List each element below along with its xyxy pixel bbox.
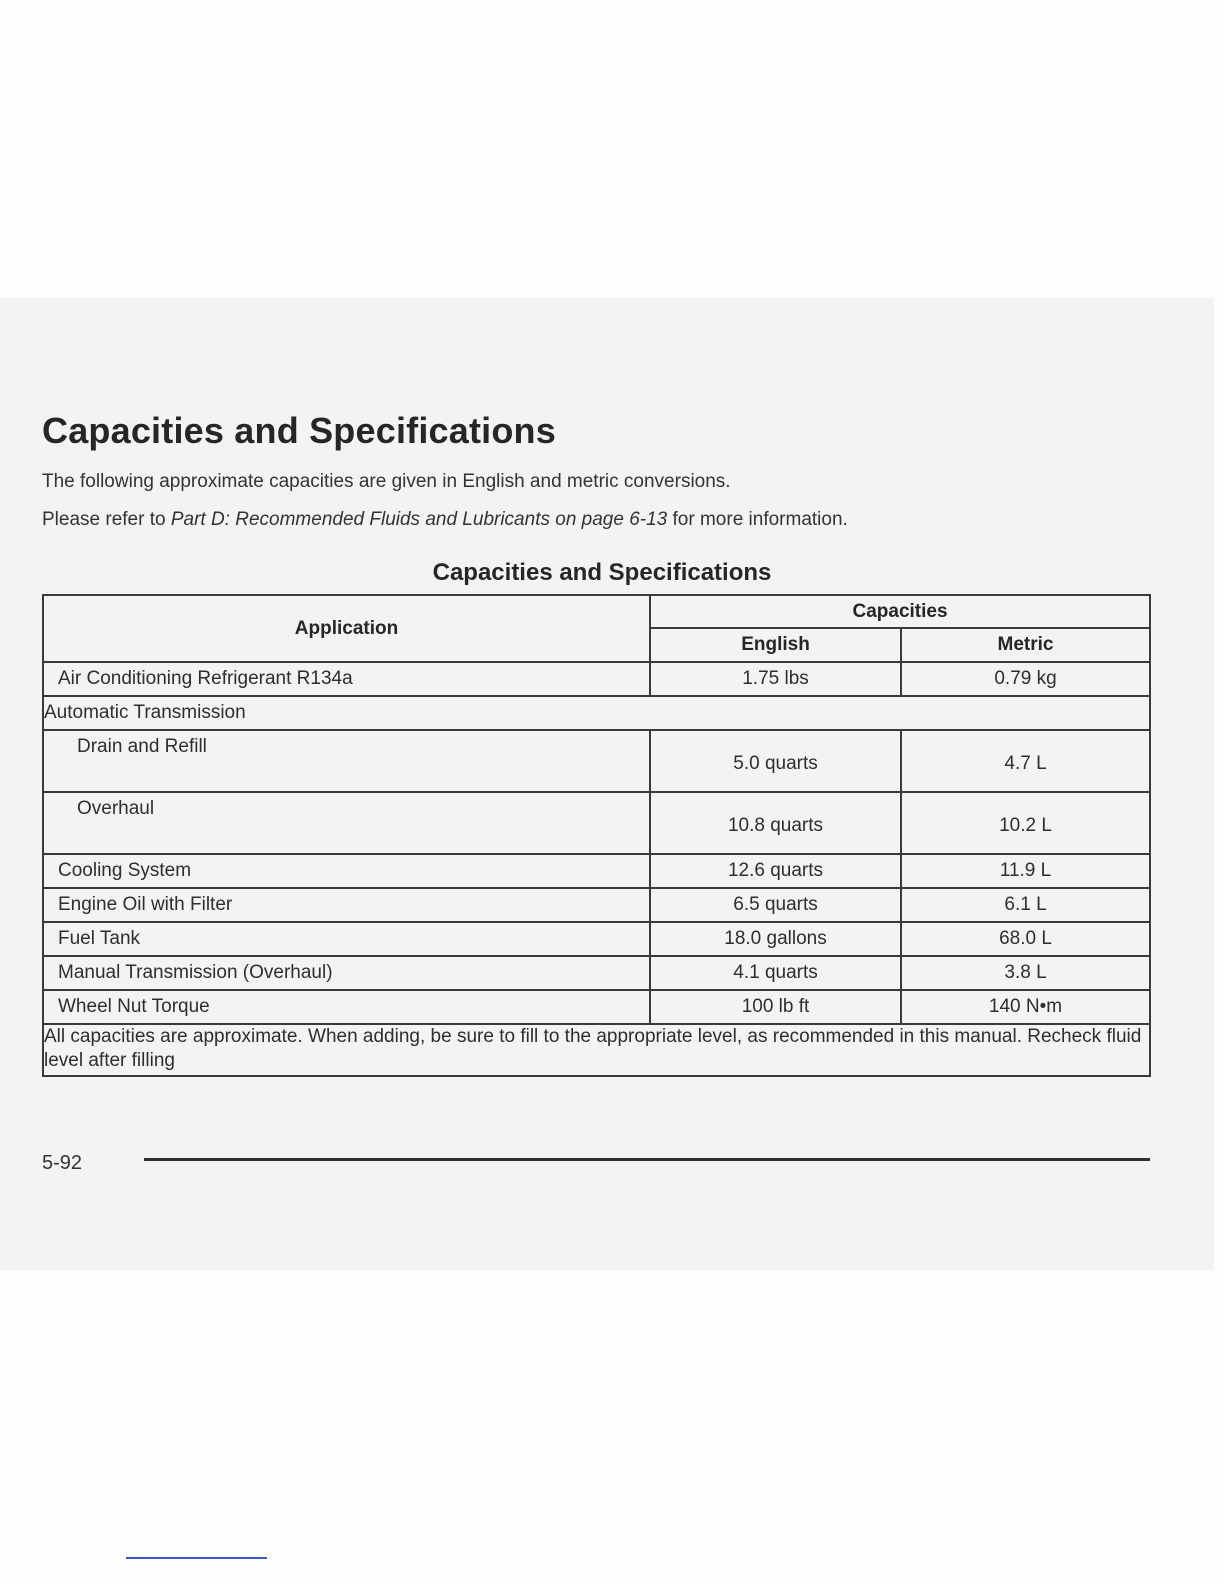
row-english: 18.0 gallons xyxy=(650,922,901,956)
intro-line-2-prefix: Please refer to xyxy=(42,509,171,530)
intro-line-1: The following approximate capacities are given in English and metric conversions. xyxy=(42,471,731,492)
table-row xyxy=(43,730,1150,792)
table-note-row xyxy=(43,1024,1150,1076)
row-metric: 10.2 L xyxy=(901,792,1150,854)
table-row xyxy=(43,854,1150,888)
header-application: Application xyxy=(43,595,650,662)
capacities-table xyxy=(42,594,1151,1077)
table-header-row xyxy=(43,595,1150,628)
page-number: 5-92 xyxy=(42,1152,83,1174)
table-row xyxy=(43,888,1150,922)
table-title: Capacities and Specifications xyxy=(432,559,772,586)
row-english: 6.5 quarts xyxy=(650,888,901,922)
table-section-row xyxy=(43,696,1150,730)
page-title: Capacities and Specifications xyxy=(42,410,556,451)
header-capacities: Capacities xyxy=(650,595,1150,628)
table-row xyxy=(43,990,1150,1024)
row-english: 100 lb ft xyxy=(650,990,901,1024)
row-application: Manual Transmission (Overhaul) xyxy=(43,956,650,990)
table-row xyxy=(43,792,1150,854)
row-english: 1.75 lbs xyxy=(650,662,901,696)
row-application: Overhaul xyxy=(43,792,650,854)
row-metric: 6.1 L xyxy=(901,888,1150,922)
header-english: English xyxy=(650,628,901,662)
header-metric: Metric xyxy=(901,628,1150,662)
table-note: All capacities are approximate. When adding, be sure to fill to the appropriate level, as recommended in this manual. Recheck fluid level after filling xyxy=(43,1024,1150,1076)
intro-reference: Part D: Recommended Fluids and Lubricants on page 6-13 xyxy=(170,509,668,530)
row-application: Air Conditioning Refrigerant R134a xyxy=(43,662,650,696)
row-english: 10.8 quarts xyxy=(650,792,901,854)
row-metric: 3.8 L xyxy=(901,956,1150,990)
row-application: Engine Oil with Filter xyxy=(43,888,650,922)
row-english: 12.6 quarts xyxy=(650,854,901,888)
row-metric: 4.7 L xyxy=(901,730,1150,792)
table-row xyxy=(43,662,1150,696)
table-row xyxy=(43,922,1150,956)
row-english: 5.0 quarts xyxy=(650,730,901,792)
section-application: Automatic Transmission xyxy=(43,696,1150,730)
row-metric: 68.0 L xyxy=(901,922,1150,956)
intro-line-2-suffix: for more information. xyxy=(667,509,848,530)
row-application: Drain and Refill xyxy=(43,730,650,792)
row-metric: 11.9 L xyxy=(901,854,1150,888)
intro-line-2 xyxy=(42,509,848,531)
row-english: 4.1 quarts xyxy=(650,956,901,990)
row-application: Wheel Nut Torque xyxy=(43,990,650,1024)
row-application: Cooling System xyxy=(43,854,650,888)
row-metric: 0.79 kg xyxy=(901,662,1150,696)
scan-artifact-line xyxy=(126,1557,267,1559)
footer-rule xyxy=(144,1158,1150,1161)
row-metric: 140 N•m xyxy=(901,990,1150,1024)
table-row xyxy=(43,956,1150,990)
row-application: Fuel Tank xyxy=(43,922,650,956)
